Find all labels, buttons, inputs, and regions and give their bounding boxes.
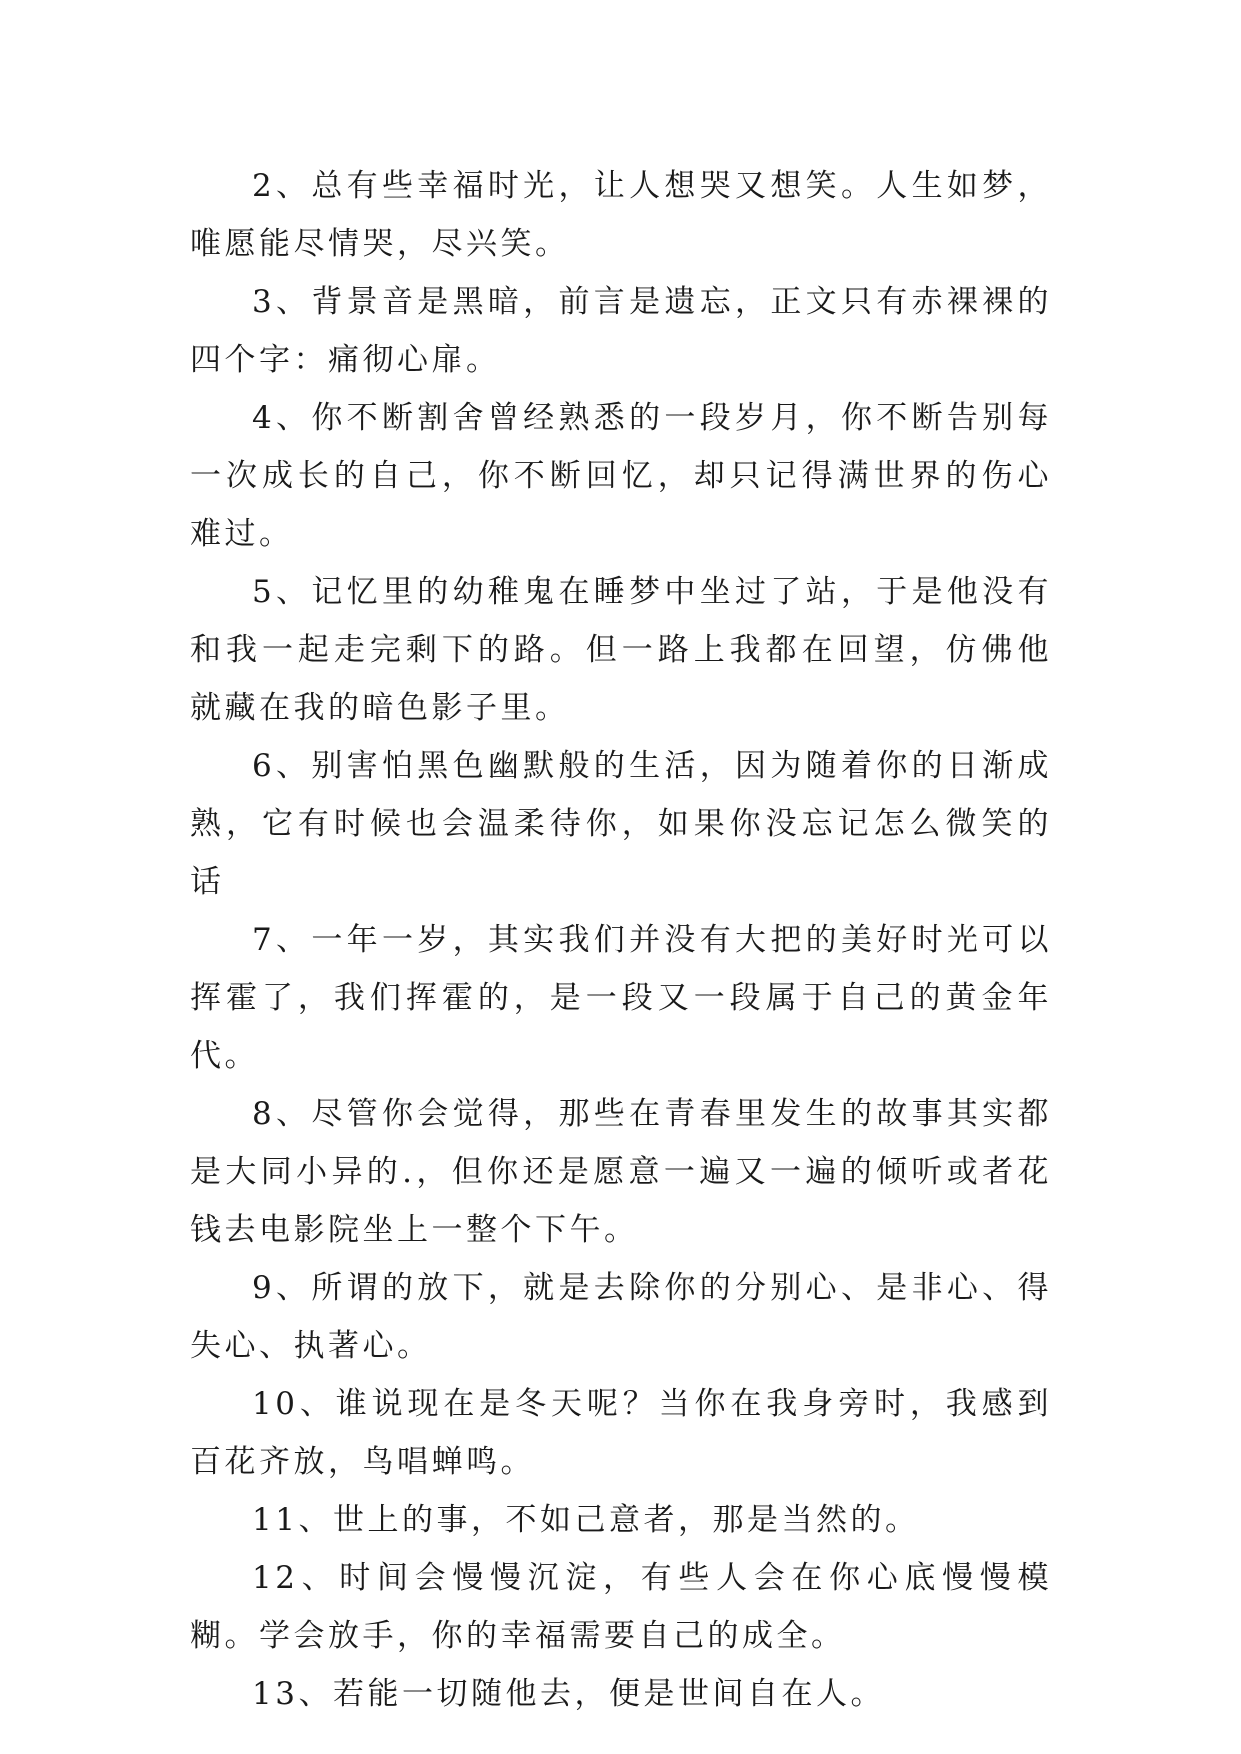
paragraph-11: 11、世上的事，不如己意者，那是当然的。 (252, 1502, 920, 1538)
paragraph-6: 6、别害怕黑色幽默般的生活，因为随着你的日渐成熟，它有时候也会温柔待你，如果你没忘记怎么微笑的话 (190, 748, 1052, 900)
paragraph-4: 4、你不断割舍曾经熟悉的一段岁月，你不断告别每一次成长的自己，你不断回忆，却只记得满世界的伤心难过。 (190, 400, 1052, 552)
paragraph-5: 5、记忆里的幼稚鬼在睡梦中坐过了站，于是他没有和我一起走完剩下的路。但一路上我都在回望，仿佛他就藏在我的暗色影子里。 (190, 574, 1052, 726)
paragraph-2: 2、总有些幸福时光，让人想哭又想笑。人生如梦，唯愿能尽情哭，尽兴笑。 (190, 168, 1052, 262)
paragraph-7: 7、一年一岁，其实我们并没有大把的美好时光可以挥霍了，我们挥霍的，是一段又一段属于自己的黄金年代。 (190, 922, 1052, 1074)
paragraph-10: 10、谁说现在是冬天呢？当你在我身旁时，我感到百花齐放，鸟唱蝉鸣。 (190, 1386, 1052, 1480)
paragraph-8: 8、尽管你会觉得，那些在青春里发生的故事其实都是大同小异的.，但你还是愿意一遍又一遍的倾听或者花钱去电影院坐上一整个下午。 (190, 1096, 1052, 1248)
paragraph-9: 9、所谓的放下，就是去除你的分别心、是非心、得失心、执著心。 (190, 1270, 1052, 1364)
document-body (190, 157, 1052, 1723)
paragraph-13: 13、若能一切随他去，便是世间自在人。 (252, 1676, 885, 1712)
paragraph-3: 3、背景音是黑暗，前言是遗忘，正文只有赤裸裸的四个字：痛彻心扉。 (190, 284, 1052, 378)
paragraph-12: 12、时间会慢慢沉淀，有些人会在你心底慢慢模糊。学会放手，你的幸福需要自己的成全。 (190, 1560, 1052, 1654)
